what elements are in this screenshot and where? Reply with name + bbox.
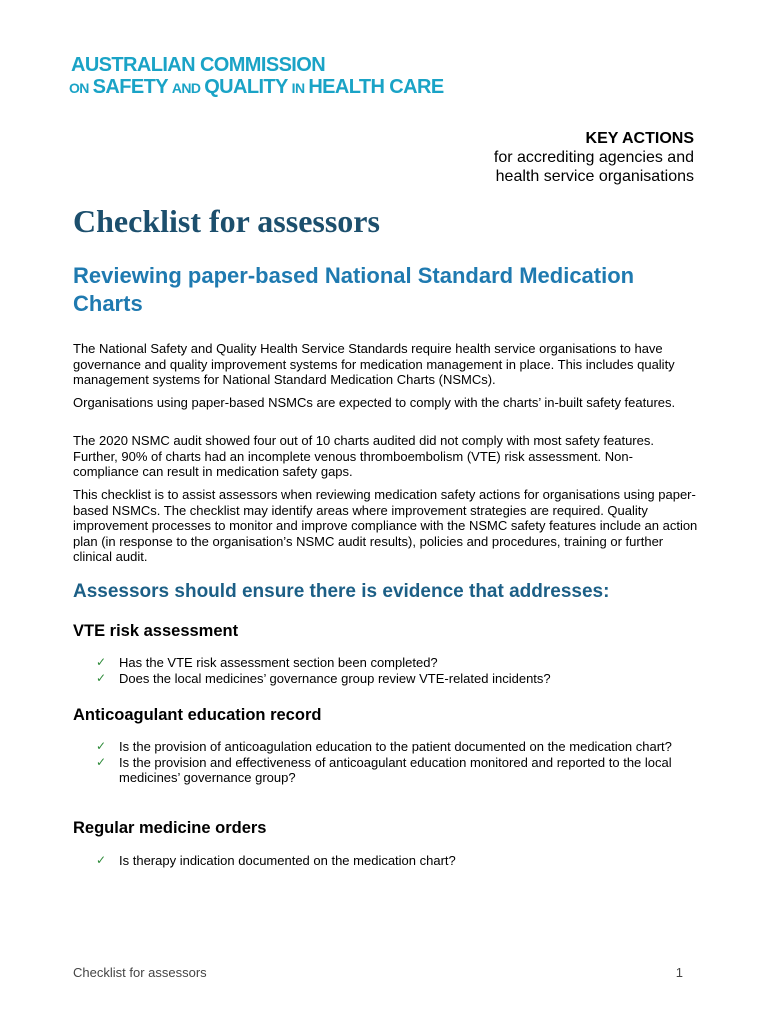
logo-word-health-care: HEALTH CARE [308, 76, 444, 98]
page-number: 1 [675, 965, 683, 980]
anticoagulant-heading: Anticoagulant education record [73, 706, 322, 724]
checklist-item-text: Is therapy indication documented on the medication chart? [119, 853, 456, 868]
check-icon: ✓ [96, 670, 107, 685]
check-icon: ✓ [96, 739, 107, 753]
checklist-item-text: Has the VTE risk assessment section been completed? [119, 655, 438, 670]
intro-paragraph-1: The National Safety and Quality Health Service Standards require health service organisations to have governance and quality improvement systems for medication management in place. This includes quality management systems for National Standard Medication Charts (NSMCs). [73, 341, 675, 387]
check-icon: ✓ [96, 655, 107, 669]
key-actions-line-1: for accrediting agencies and [493, 149, 694, 166]
check-icon: ✓ [96, 754, 107, 769]
page-title: Checklist for assessors [73, 203, 380, 239]
checklist-item-text: Is the provision and effectiveness of anticoagulant education monitored and reported to the local medicines’ governance group? [119, 754, 672, 785]
key-actions-block [494, 129, 694, 186]
checklist-item [96, 655, 696, 671]
vte-checklist [96, 655, 696, 686]
logo-word-quality: QUALITY [204, 76, 288, 98]
key-actions-line-2: health service organisations [495, 168, 694, 185]
logo-word-safety: SAFETY [92, 76, 168, 98]
logo-line-2 [69, 76, 444, 99]
checklist-item [96, 755, 696, 786]
check-icon: ✓ [96, 853, 107, 867]
checklist-item [96, 739, 696, 755]
footer-title: Checklist for assessors [73, 965, 207, 980]
intro-paragraph-2: Organisations using paper-based NSMCs are expected to comply with the charts’ in-built safety features. [73, 395, 676, 410]
logo-line-1: AUSTRALIAN COMMISSION [71, 54, 326, 76]
logo-word-on: ON [69, 80, 89, 96]
intro-paragraph-4: This checklist is to assist assessors when reviewing medication safety actions for organisations using paper-based NSMCs. The checklist may identify areas where improvement strategies are required. Quality improvement processes to monitor and improve compliance with the NSMC safety features include an action plan (in response to the organisation’s NSMC audit results), policies and procedures, training or further clinical audit. [73, 487, 698, 564]
checklist-item-text: Does the local medicines’ governance group review VTE-related incidents? [119, 670, 551, 686]
regular-medicine-checklist [96, 853, 696, 869]
logo-word-in: IN [291, 80, 305, 96]
checklist-item [96, 671, 696, 687]
vte-heading: VTE risk assessment [73, 622, 239, 640]
checklist-item [96, 853, 696, 869]
regular-medicine-heading: Regular medicine orders [73, 819, 267, 837]
anticoagulant-checklist [96, 739, 696, 786]
checklist-item-text: Is the provision of anticoagulation education to the patient documented on the medication chart? [119, 739, 672, 754]
logo-word-and: AND [171, 80, 201, 96]
commission-logo [69, 54, 469, 100]
key-actions-title: KEY ACTIONS [585, 130, 694, 147]
page-subtitle: Reviewing paper-based National Standard Medication Charts [73, 263, 635, 316]
evidence-heading: Assessors should ensure there is evidence that addresses: [73, 581, 610, 602]
intro-paragraph-3: The 2020 NSMC audit showed four out of 10 charts audited did not comply with most safety features. Further, 90% of charts had an incomplete venous thromboembolism (VTE) risk assessment. Non-compliance can result in medication safety gaps. [73, 433, 654, 479]
